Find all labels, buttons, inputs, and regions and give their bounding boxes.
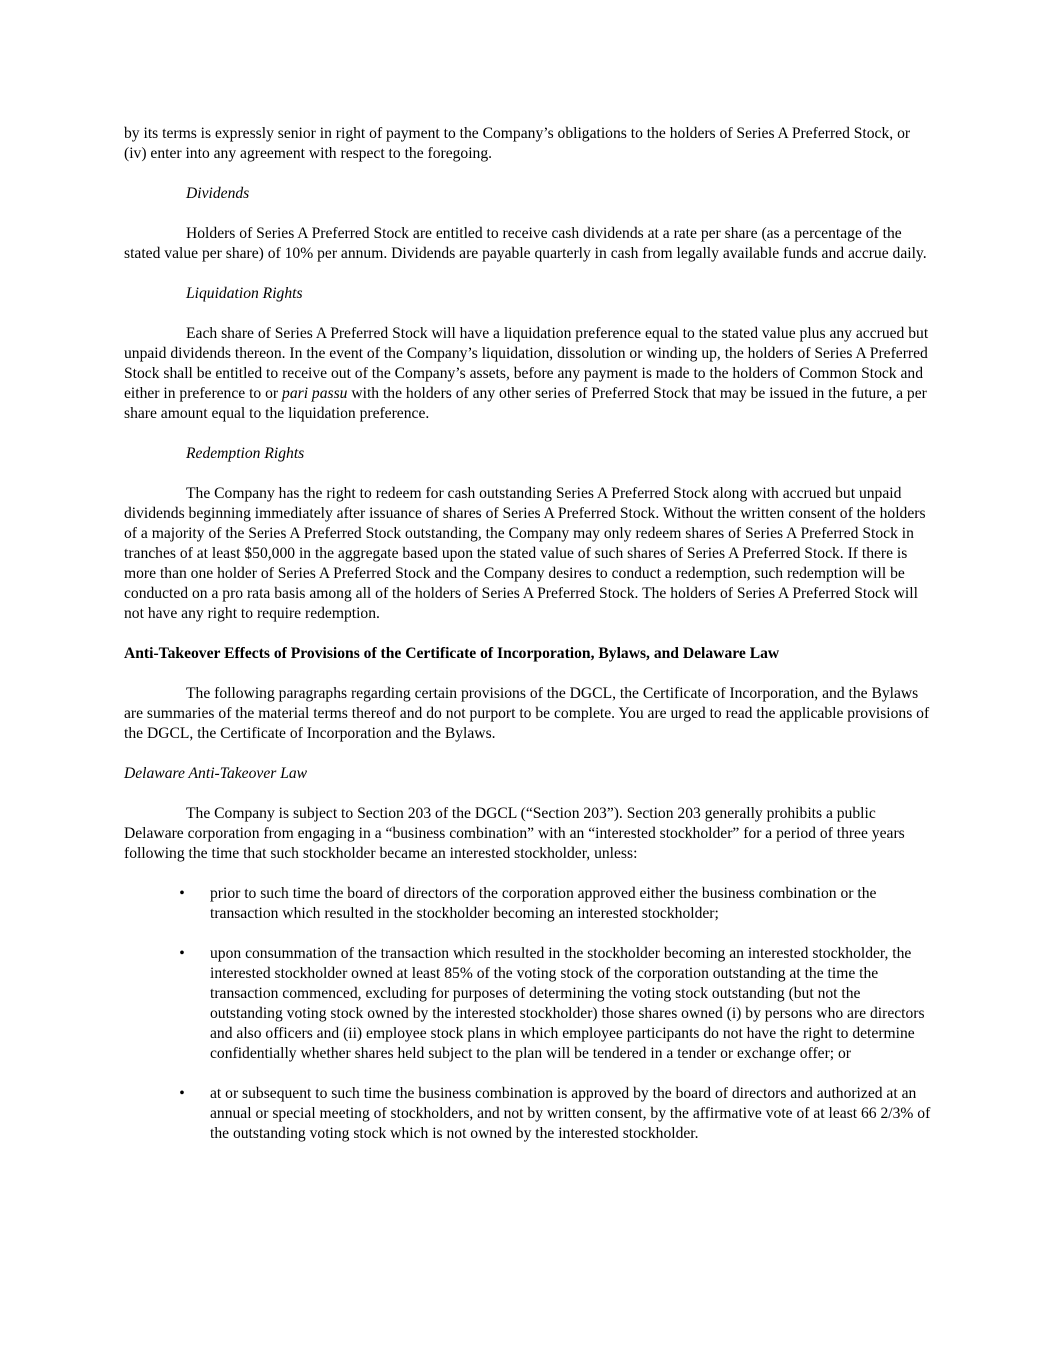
continuation-paragraph: by its terms is expressly senior in right of payment to the Company’s obligations to the holders of Series A Preferred Stock, or (iv) enter into any agreement with respect to the foregoing. (124, 125, 911, 162)
liquidation-text-part-1: Each share of Series A Preferred Stock will have a liquidation preference equal to the stated value plus any accrued but unpaid dividends thereon. In the event of the Company’s liquidation, dissolution or winding up, the holders of Series A Preferred Stock shall be entitled to receive out of the Company’s assets, before any payment is made to the holders of Common Stock and either in preference to or (124, 325, 929, 402)
bullet-icon: • (179, 945, 185, 962)
list-item (124, 884, 932, 924)
anti-takeover-section-heading: Anti-Takeover Effects of Provisions of the Certificate of Incorporation, Bylaws, and Delaware Law (124, 645, 780, 662)
pari-passu-term: pari passu (282, 385, 348, 402)
dividends-heading: Dividends (186, 185, 250, 202)
redemption-rights-paragraph: The Company has the right to redeem for cash outstanding Series A Preferred Stock along with accrued but unpaid dividends beginning immediately after issuance of shares of Series A Preferred Stock. Without the written consent of the holders of a majority of the Series A Preferred Stock outstanding, the Company may only redeem shares of Series A Preferred Stock in tranches of at least $50,000 in the aggregate based upon the stated value of such shares of Series A Preferred Stock. If there is more than one holder of Series A Preferred Stock and the Company desires to conduct a redemption, such redemption will be conducted on a pro rata basis among all of the holders of Series A Preferred Stock. The holders of Series A Preferred Stock will not have any right to require redemption. (124, 485, 926, 622)
bullet-icon: • (179, 885, 185, 902)
list-item (124, 1084, 932, 1144)
list-item-text: prior to such time the board of directors of the corporation approved either the business combination or the transaction which resulted in the stockholder becoming an interested stockholder; (210, 885, 877, 922)
delaware-law-paragraph: The Company is subject to Section 203 of the DGCL (“Section 203”). Section 203 generally prohibits a public Delaware corporation from engaging in a “business combination” with an “interested stockholder” for a period of three years following the time that such stockholder became an interested stockholder, unless: (124, 805, 905, 862)
liquidation-rights-heading: Liquidation Rights (186, 285, 303, 302)
liquidation-rights-paragraph (124, 324, 932, 424)
bullet-icon: • (179, 1085, 185, 1102)
redemption-rights-heading: Redemption Rights (186, 445, 305, 462)
exception-list (124, 884, 932, 1144)
anti-takeover-paragraph: The following paragraphs regarding certain provisions of the DGCL, the Certificate of Incorporation, and the Bylaws are summaries of the material terms thereof and do not purport to be complete. You are urged to read the applicable provisions of the DGCL, the Certificate of Incorporation and the Bylaws. (124, 685, 930, 742)
delaware-law-heading: Delaware Anti-Takeover Law (124, 765, 308, 782)
liquidation-text-part-2: with the holders of any other series of Preferred Stock that may be issued in the future, a per share amount equal to the liquidation preference. (124, 385, 927, 422)
list-item (124, 944, 932, 1064)
dividends-paragraph: Holders of Series A Preferred Stock are entitled to receive cash dividends at a rate per share (as a percentage of the stated value per share) of 10% per annum. Dividends are payable quarterly in cash from legally available funds and accrue daily. (124, 225, 927, 262)
list-item-text: upon consummation of the transaction which resulted in the stockholder becoming an interested stockholder, the interested stockholder owned at least 85% of the voting stock of the corporation outstanding at the time the transaction commenced, excluding for purposes of determining the voting stock outstanding (but not the outstanding voting stock owned by the interested stockholder) those shares owned (i) by persons who are directors and also officers and (ii) employee stock plans in which employee participants do not have the right to determine confidentially whether shares held subject to the plan will be tendered in a tender or exchange offer; or (210, 945, 925, 1062)
list-item-text: at or subsequent to such time the business combination is approved by the board of directors and authorized at an annual or special meeting of stockholders, and not by written consent, by the affirmative vote of at least 66 2/3% of the outstanding voting stock which is not owned by the interested stockholder. (210, 1085, 931, 1142)
document-page (124, 124, 932, 1164)
